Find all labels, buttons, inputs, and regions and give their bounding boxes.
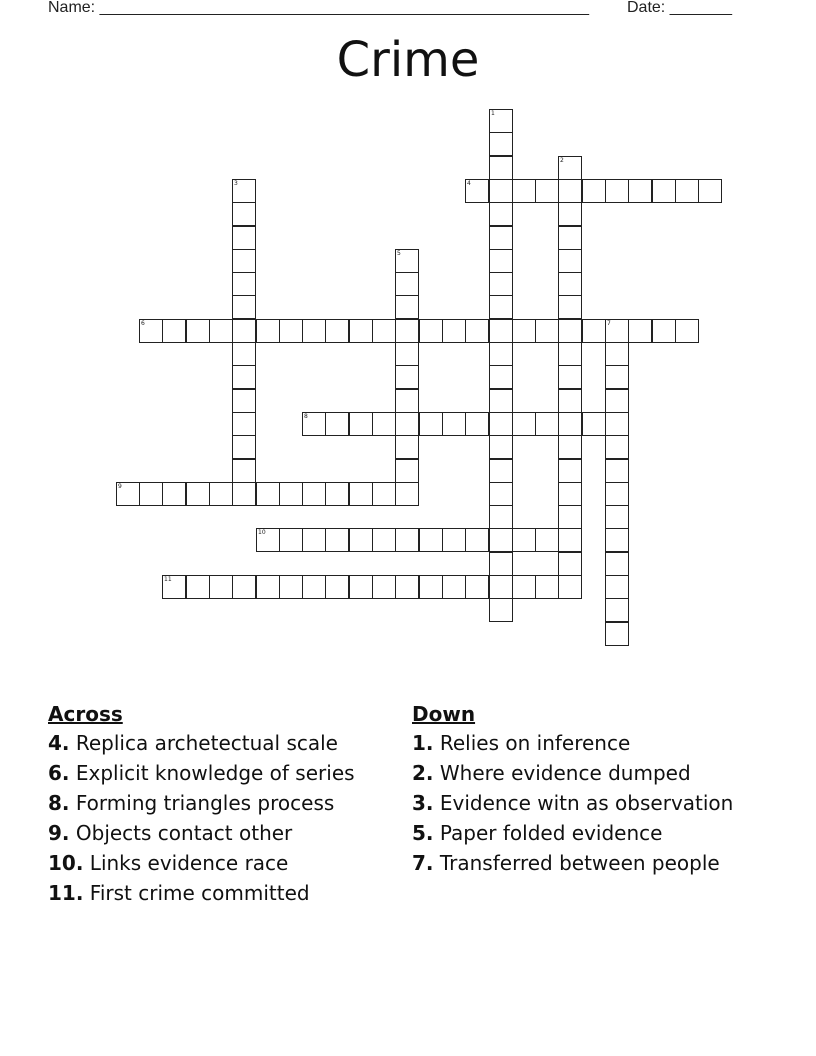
grid-cell [395,272,419,296]
grid-cell [489,552,513,576]
grid-cell [605,389,629,413]
grid-cell [605,179,629,203]
grid-cell [675,179,699,203]
grid-cell [489,295,513,319]
grid-cell [372,575,396,599]
grid-cell [395,319,419,343]
grid-cell [395,365,419,389]
cell-number: 9 [118,483,122,490]
clue-down-1 [412,731,742,756]
clue-text: First crime committed [89,881,310,905]
grid-cell [325,412,349,436]
clue-down-3 [412,791,742,816]
grid-cell [325,575,349,599]
clue-number: 8. [48,791,70,815]
clue-across-8 [48,791,393,816]
grid-cell [419,575,443,599]
grid-cell [489,109,513,133]
clue-across-11 [48,881,393,906]
cell-number: 8 [304,413,308,420]
grid-cell [232,435,256,459]
grid-cell [465,179,489,203]
grid-cell [489,389,513,413]
grid-cell [395,482,419,506]
grid-cell [489,179,513,203]
grid-cell [605,459,629,483]
grid-cell [605,412,629,436]
grid-cell [279,482,303,506]
grid-cell [209,319,233,343]
grid-cell [558,505,582,529]
grid-cell [558,389,582,413]
grid-cell [232,389,256,413]
grid-cell [605,598,629,622]
cell-number: 5 [397,250,401,257]
grid-cell [279,319,303,343]
grid-cell [558,249,582,273]
clue-number: 2. [412,761,434,785]
grid-cell [628,319,652,343]
grid-cell [232,179,256,203]
grid-cell [558,156,582,180]
grid-cell [558,179,582,203]
grid-cell [232,575,256,599]
clue-text: Transferred between people [439,851,720,875]
grid-cell [558,342,582,366]
grid-cell [419,319,443,343]
grid-cell [512,412,536,436]
grid-cell [489,156,513,180]
clue-across-9 [48,821,393,846]
grid-cell [395,249,419,273]
grid-cell [232,272,256,296]
clue-across-6 [48,761,393,786]
grid-cell [489,598,513,622]
grid-cell [395,528,419,552]
grid-cell [465,412,489,436]
grid-cell [605,528,629,552]
down-clues [412,702,742,881]
grid-cell [605,365,629,389]
clue-text: Links evidence race [89,851,289,875]
cell-number: 6 [141,320,145,327]
grid-cell [558,365,582,389]
clue-text: Where evidence dumped [439,761,691,785]
grid-cell [232,202,256,226]
grid-cell [558,459,582,483]
grid-cell [302,319,326,343]
grid-cell [256,528,280,552]
grid-cell [558,552,582,576]
grid-cell [512,528,536,552]
grid-cell [489,459,513,483]
grid-cell [582,179,606,203]
grid-cell [558,272,582,296]
grid-cell [698,179,722,203]
grid-cell [232,365,256,389]
grid-cell [512,575,536,599]
cell-number: 7 [607,320,611,327]
grid-cell [116,482,140,506]
grid-cell [582,319,606,343]
clue-number: 5. [412,821,434,845]
grid-cell [489,575,513,599]
grid-cell [395,435,419,459]
clue-down-2 [412,761,742,786]
grid-cell [489,412,513,436]
grid-cell [209,482,233,506]
grid-cell [489,272,513,296]
clue-text: Replica archetectual scale [75,731,338,755]
grid-cell [605,622,629,646]
grid-cell [489,365,513,389]
grid-cell [605,575,629,599]
grid-cell [535,412,559,436]
grid-cell [442,412,466,436]
grid-cell [442,575,466,599]
clue-number: 1. [412,731,434,755]
grid-cell [419,412,443,436]
clue-down-5 [412,821,742,846]
grid-cell [489,435,513,459]
grid-cell [139,482,163,506]
cell-number: 2 [560,157,564,164]
clue-text: Evidence witn as observation [439,791,734,815]
grid-cell [582,412,606,436]
grid-cell [186,482,210,506]
grid-cell [186,575,210,599]
grid-cell [489,482,513,506]
grid-cell [349,528,373,552]
grid-cell [465,528,489,552]
grid-cell [605,435,629,459]
grid-cell [162,575,186,599]
down-heading: Down [412,702,476,726]
grid-cell [302,528,326,552]
grid-cell [489,319,513,343]
grid-cell [395,342,419,366]
name-field-label: Name: _______________________________________________________ [48,0,589,16]
grid-cell [442,528,466,552]
cell-number: 11 [164,576,172,583]
grid-cell [628,179,652,203]
grid-cell [605,552,629,576]
grid-cell [605,319,629,343]
grid-cell [605,342,629,366]
grid-cell [442,319,466,343]
cell-number: 10 [258,529,266,536]
grid-cell [372,319,396,343]
grid-cell [395,459,419,483]
clue-number: 6. [48,761,70,785]
grid-cell [232,459,256,483]
grid-cell [209,575,233,599]
grid-cell [162,482,186,506]
grid-cell [349,319,373,343]
grid-cell [372,528,396,552]
grid-cell [489,226,513,250]
grid-cell [558,528,582,552]
grid-cell [395,412,419,436]
clue-down-7 [412,851,742,876]
grid-cell [558,319,582,343]
grid-cell [256,575,280,599]
puzzle-title: Crime [336,32,480,88]
grid-cell [489,528,513,552]
grid-cell [558,575,582,599]
grid-cell [395,575,419,599]
clue-number: 11. [48,881,84,905]
grid-cell [256,482,280,506]
grid-cell [325,482,349,506]
clue-text: Paper folded evidence [439,821,663,845]
grid-cell [302,482,326,506]
date-field-label: Date: _______ [627,0,732,16]
grid-cell [186,319,210,343]
clue-number: 7. [412,851,434,875]
grid-cell [489,249,513,273]
across-clues [48,702,393,911]
grid-cell [535,319,559,343]
clue-text: Relies on inference [439,731,631,755]
cell-number: 4 [467,180,471,187]
grid-cell [535,528,559,552]
grid-cell [489,505,513,529]
grid-cell [465,575,489,599]
grid-cell [675,319,699,343]
grid-cell [372,412,396,436]
across-heading: Across [48,702,123,726]
grid-cell [489,342,513,366]
grid-cell [232,249,256,273]
grid-cell [395,389,419,413]
clue-text: Forming triangles process [75,791,335,815]
grid-cell [302,412,326,436]
grid-cell [232,295,256,319]
grid-cell [605,482,629,506]
clue-number: 3. [412,791,434,815]
grid-cell [349,412,373,436]
grid-cell [232,342,256,366]
grid-cell [535,575,559,599]
grid-cell [558,202,582,226]
clue-text: Explicit knowledge of series [75,761,355,785]
clue-across-4 [48,731,393,756]
grid-cell [302,575,326,599]
grid-cell [232,319,256,343]
clue-text: Objects contact other [75,821,293,845]
grid-cell [489,202,513,226]
grid-cell [162,319,186,343]
clue-number: 4. [48,731,70,755]
grid-cell [349,575,373,599]
grid-cell [419,528,443,552]
grid-cell [558,482,582,506]
clue-number: 10. [48,851,84,875]
grid-cell [232,412,256,436]
grid-cell [605,505,629,529]
cell-number: 1 [491,110,495,117]
clue-across-10 [48,851,393,876]
grid-cell [279,575,303,599]
grid-cell [395,295,419,319]
grid-cell [558,412,582,436]
grid-cell [512,319,536,343]
grid-cell [279,528,303,552]
grid-cell [256,319,280,343]
grid-cell [535,179,559,203]
cell-number: 3 [234,180,238,187]
grid-cell [652,319,676,343]
clue-number: 9. [48,821,70,845]
grid-cell [325,528,349,552]
grid-cell [232,482,256,506]
grid-cell [558,226,582,250]
grid-cell [232,226,256,250]
grid-cell [652,179,676,203]
grid-cell [558,435,582,459]
grid-cell [325,319,349,343]
grid-cell [512,179,536,203]
grid-cell [372,482,396,506]
grid-cell [349,482,373,506]
grid-cell [489,132,513,156]
grid-cell [139,319,163,343]
grid-cell [558,295,582,319]
grid-cell [465,319,489,343]
